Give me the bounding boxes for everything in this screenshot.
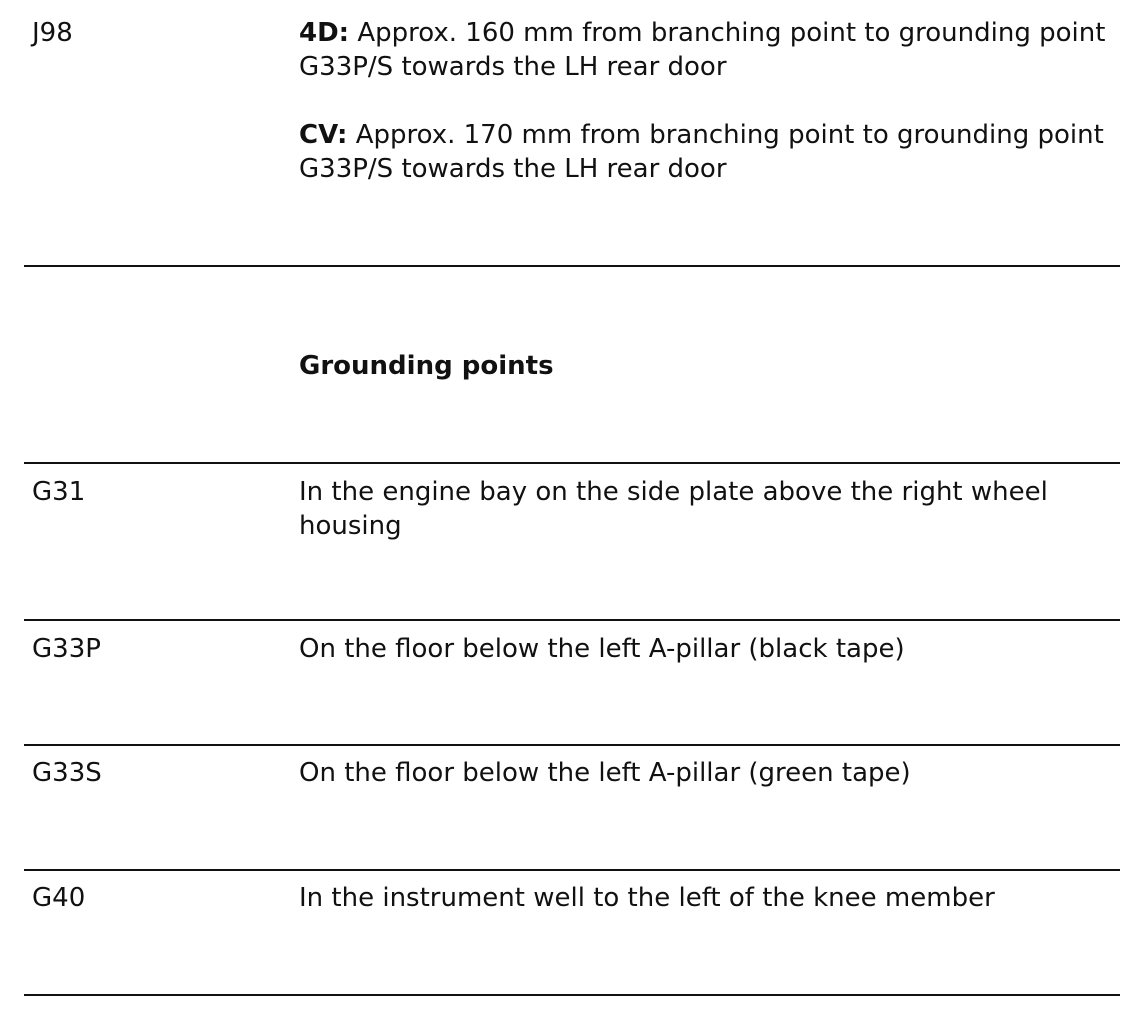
row-description-g33s: On the floor below the left A-pillar (green tape) (299, 758, 911, 788)
row-code-g31: G31 (32, 477, 86, 507)
variant-4d-text: Approx. 160 mm from branching point to grounding point G33P/S towards the LH rear door (299, 18, 1106, 82)
row-code-g33s: G33S (32, 758, 102, 788)
row-description-g33p: On the floor below the left A-pillar (black tape) (299, 634, 905, 664)
variant-cv-text: Approx. 170 mm from branching point to grounding point G33P/S towards the LH rear door (299, 120, 1104, 184)
row-code-g33p: G33P (32, 634, 101, 664)
variant-cv-label: CV: (299, 120, 348, 150)
row-divider (24, 619, 1120, 621)
row-divider (24, 869, 1120, 871)
row-divider (24, 994, 1120, 996)
row-code-g40: G40 (32, 883, 86, 913)
row-description-g31: In the engine bay on the side plate above the right wheel housing (299, 477, 1048, 541)
row-divider (24, 265, 1120, 267)
section-heading: Grounding points (299, 351, 554, 381)
row-code-j98: J98 (32, 18, 73, 48)
row-description-g40: In the instrument well to the left of the knee member (299, 883, 995, 913)
variant-4d-label: 4D: (299, 18, 350, 48)
row-divider (24, 462, 1120, 464)
variant-4d-description (299, 16, 1109, 84)
variant-cv-description (299, 118, 1109, 186)
row-divider (24, 744, 1120, 746)
